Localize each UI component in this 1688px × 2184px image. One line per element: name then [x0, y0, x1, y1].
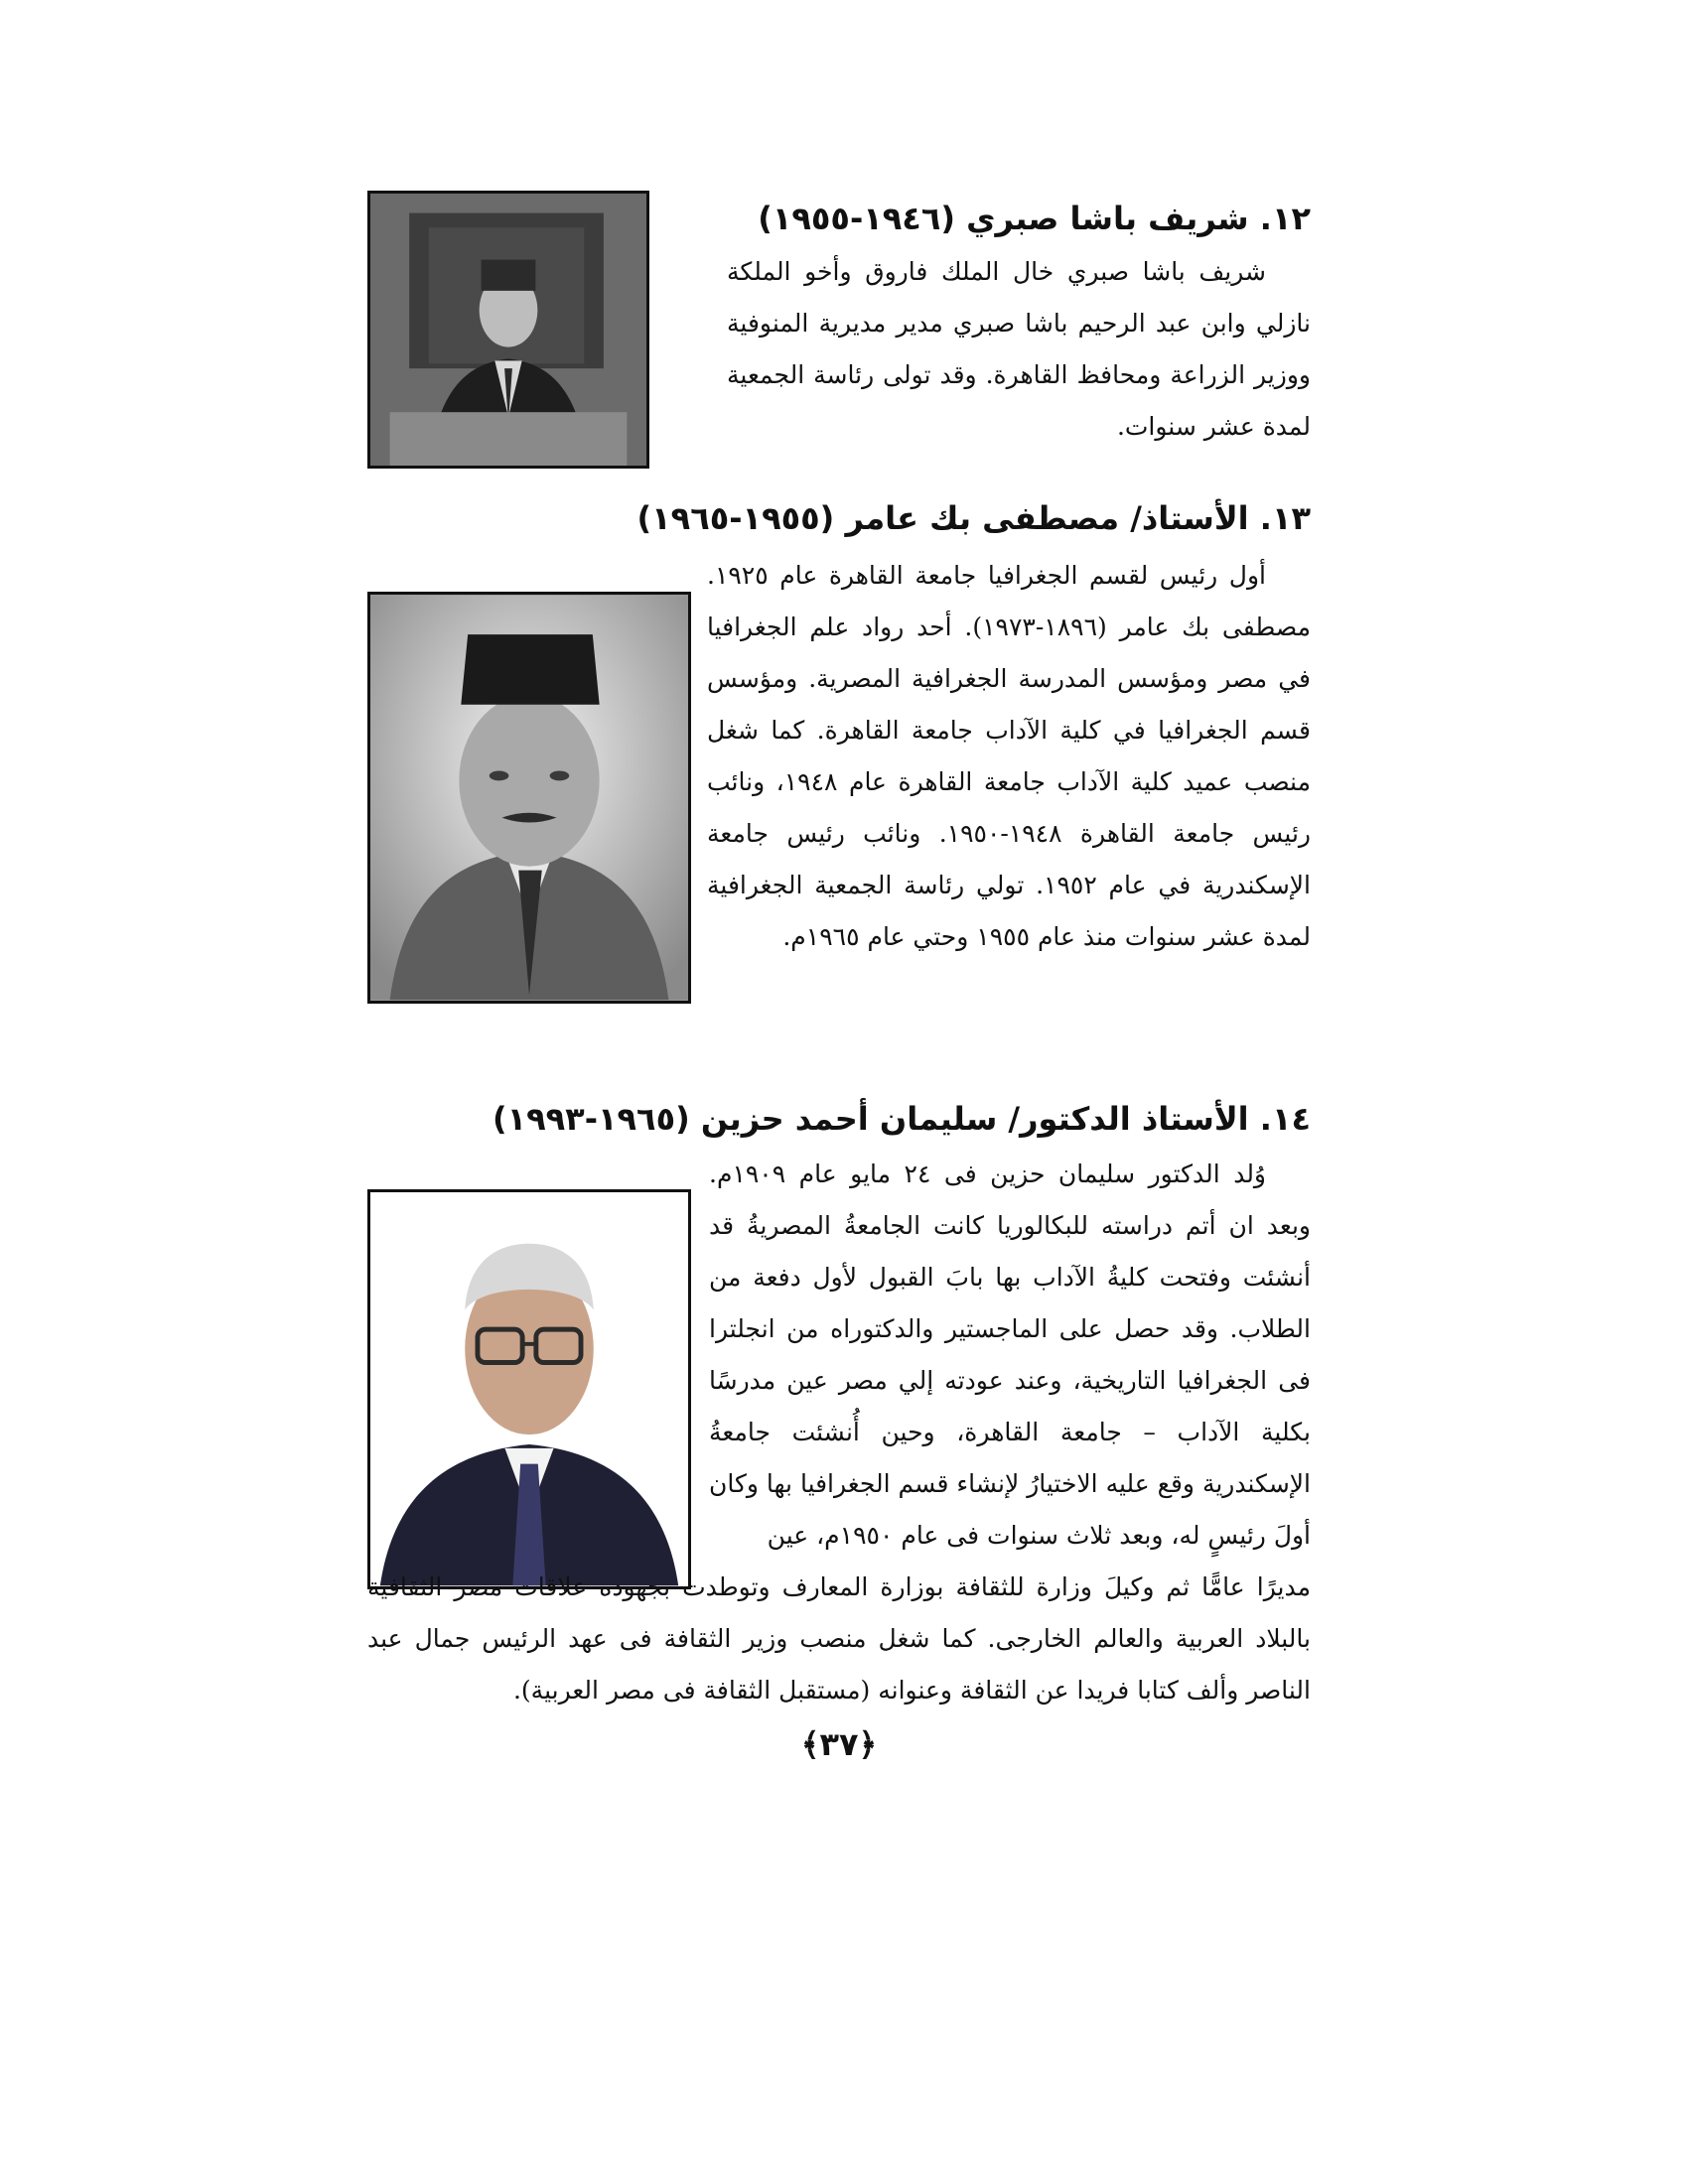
entry-14-paragraph: وُلد الدكتور سليمان حزين فى ٢٤ مايو عام ١٩٠٩م. وبعد ان أتم دراسته للبكالوريا كانت الجامعةُ المصريةُ قد أنشئت وفتحت كليةُ الآداب بها بابَ القبول لأول دفعة من الطلاب. وقد حصل على الماجستير والدكتوراه من انجلترا فى الجغرافيا التاريخية، وعند عودته إلي مصر عين مدرسًا بكلية الآداب – جامعة القاهرة، وحين أُنشئت جامعةُ الإسكندرية وقع عليه الاختيارُ لإنشاء قسم الجغرافيا بها وكان أولَ رئيسٍ له، وبعد ثلاث سنوات فى عام ١٩٥٠م، عين — [709, 1160, 1311, 1550]
portrait-photo-icon — [370, 1192, 688, 1586]
entry-12-body — [727, 246, 1311, 453]
document-page — [367, 189, 1311, 1976]
entry-12 — [367, 189, 1311, 477]
photo-mostafa-bek-amer — [367, 592, 691, 1004]
page-number: ﴿٣٧﴾ — [800, 1725, 878, 1763]
entry-14-body — [709, 1149, 1311, 1562]
entry-14-paragraph-continued: مديرًا عامًّا ثم وكيلَ وزارة للثقافة بوزارة المعارف وتوطدت بجهوده علاقات مصر الثقافية بالبلاد العربية والعالم الخارجى. كما شغل منصب وزير الثقافة فى عهد الرئيس جمال عبد الناصر وألف كتابا فريدا عن الثقافة وعنوانه (مستقبل الثقافة فى مصر العربية). — [367, 1572, 1311, 1705]
entry-13-paragraph: أول رئيس لقسم الجغرافيا جامعة القاهرة عام ١٩٢٥. مصطفى بك عامر (١٨٩٦-١٩٧٣). أحد رواد علم الجغرافيا في مصر ومؤسس المدرسة الجغرافية المصرية. ومؤسس قسم الجغرافيا في كلية الآداب جامعة القاهرة. كما شغل منصب عميد كلية الآداب جامعة القاهرة عام ١٩٤٨، ونائب رئيس جامعة القاهرة ١٩٤٨-١٩٥٠. ونائب رئيس جامعة الإسكندرية في عام ١٩٥٢. تولي رئاسة الجمعية الجغرافية لمدة عشر سنوات منذ عام ١٩٥٥ وحتي عام ١٩٦٥م. — [707, 561, 1312, 951]
photo-suleiman-hazin — [367, 1189, 691, 1589]
portrait-photo-icon — [370, 194, 646, 466]
entry-14-heading: ١٤. الأستاذ الدكتور/ سليمان أحمد حزين (١٩٦٥-١٩٩٣) — [492, 1100, 1311, 1138]
portrait-photo-icon — [370, 595, 688, 1001]
entry-13-heading: ١٣. الأستاذ/ مصطفى بك عامر (١٩٥٥-١٩٦٥) — [636, 499, 1311, 537]
entry-12-paragraph: شريف باشا صبري خال الملك فاروق وأخو الملكة نازلي وابن عبد الرحيم باشا صبري مدير مديرية المنوفية ووزير الزراعة ومحافظ القاهرة. وقد تولى رئاسة الجمعية لمدة عشر سنوات. — [727, 257, 1311, 441]
entry-13 — [367, 496, 1311, 1032]
entry-14 — [367, 1097, 1311, 1705]
entry-12-heading: ١٢. شريف باشا صبري (١٩٤٦-١٩٥٥) — [758, 200, 1311, 237]
entry-14-body-continued — [367, 1562, 1311, 1716]
photo-sherif-pasha-sabri — [367, 191, 649, 469]
entry-13-body — [707, 550, 1311, 963]
